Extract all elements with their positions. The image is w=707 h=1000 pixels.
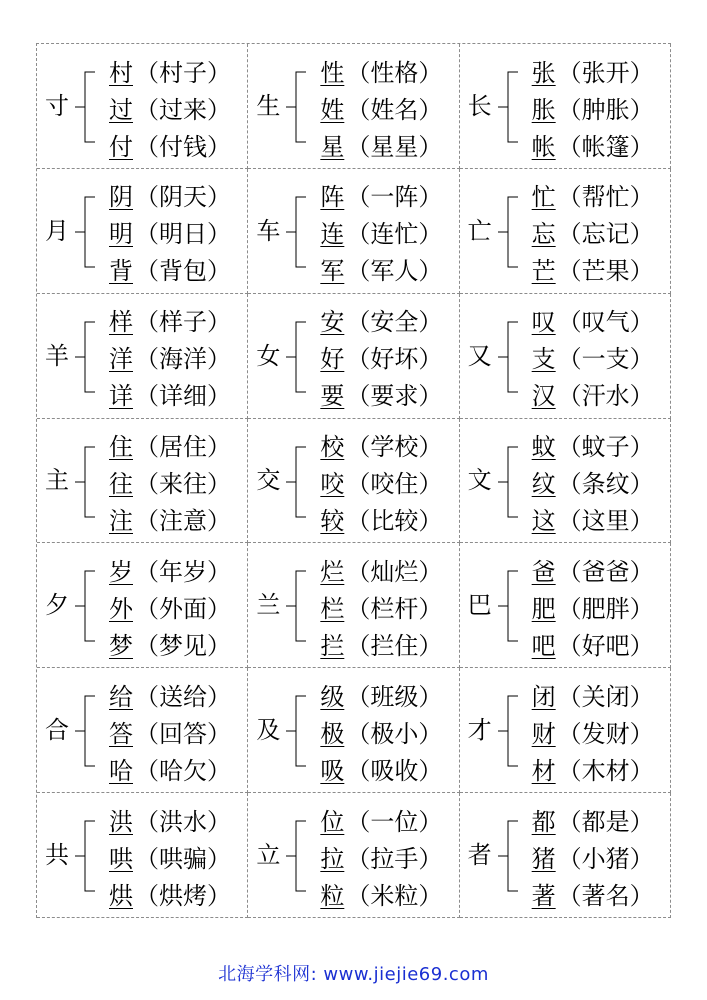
list-item bbox=[320, 341, 442, 373]
list-item bbox=[532, 91, 654, 123]
list-item bbox=[320, 54, 442, 86]
example-word: （背包） bbox=[135, 257, 231, 286]
root-character: 长 bbox=[467, 91, 492, 120]
example-word: （一位） bbox=[346, 807, 443, 836]
list-item bbox=[109, 553, 231, 585]
list-item bbox=[320, 877, 442, 909]
list-item bbox=[320, 803, 442, 835]
list-item bbox=[320, 590, 442, 622]
group-cell bbox=[248, 793, 459, 918]
example-word: （连忙） bbox=[346, 220, 443, 249]
word-list bbox=[109, 429, 231, 535]
brace-icon bbox=[73, 308, 97, 406]
list-item bbox=[109, 503, 231, 535]
list-item bbox=[320, 503, 442, 535]
word-list bbox=[320, 54, 442, 160]
derived-character: 烂 bbox=[320, 557, 345, 586]
example-word: （小猪） bbox=[557, 844, 654, 873]
example-word: （回答） bbox=[135, 719, 231, 748]
root-character: 立 bbox=[256, 841, 281, 870]
derived-character: 著 bbox=[531, 881, 556, 910]
derived-character: 拦 bbox=[320, 631, 345, 660]
derived-character: 注 bbox=[109, 507, 133, 536]
example-word: （忘记） bbox=[557, 220, 654, 249]
group-cell bbox=[248, 543, 459, 668]
example-word: （芒果） bbox=[557, 257, 654, 286]
brace-icon bbox=[496, 433, 520, 531]
group-cell bbox=[460, 793, 671, 918]
brace-icon bbox=[73, 433, 97, 531]
example-word: （哄骗） bbox=[135, 844, 231, 873]
root-character: 主 bbox=[45, 466, 69, 495]
word-list bbox=[109, 678, 231, 784]
derived-character: 忙 bbox=[531, 183, 556, 212]
derived-character: 这 bbox=[531, 507, 556, 536]
list-item bbox=[532, 216, 654, 248]
example-word: （一支） bbox=[557, 345, 654, 374]
example-word: （米粒） bbox=[346, 881, 443, 910]
list-item bbox=[532, 378, 654, 410]
list-item bbox=[109, 678, 231, 710]
derived-character: 样 bbox=[109, 308, 133, 337]
list-item bbox=[109, 54, 231, 86]
example-word: （吸收） bbox=[346, 756, 443, 785]
example-word: （发财） bbox=[557, 719, 654, 748]
list-item bbox=[109, 466, 231, 498]
word-list bbox=[532, 429, 654, 535]
list-item bbox=[532, 304, 654, 336]
example-word: （过来） bbox=[135, 95, 231, 124]
root-character: 巴 bbox=[467, 591, 492, 620]
list-item bbox=[532, 503, 654, 535]
word-list bbox=[532, 553, 654, 659]
group-cell bbox=[248, 44, 459, 169]
root-character: 生 bbox=[256, 91, 281, 120]
example-word: （军人） bbox=[346, 257, 443, 286]
brace-icon bbox=[496, 308, 520, 406]
brace-icon bbox=[284, 183, 308, 281]
example-word: （都是） bbox=[557, 807, 654, 836]
word-list bbox=[109, 553, 231, 659]
derived-character: 栏 bbox=[320, 594, 345, 623]
derived-character: 好 bbox=[320, 345, 345, 374]
word-list bbox=[532, 54, 654, 160]
example-word: （居住） bbox=[135, 433, 231, 462]
group-cell bbox=[37, 543, 248, 668]
example-word: （星星） bbox=[346, 132, 443, 161]
example-word: （爸爸） bbox=[557, 557, 654, 586]
derived-character: 姓 bbox=[320, 95, 345, 124]
derived-character: 拉 bbox=[320, 844, 345, 873]
derived-character: 洪 bbox=[109, 807, 133, 836]
brace-icon bbox=[284, 308, 308, 406]
example-word: （送给） bbox=[135, 682, 231, 711]
example-word: （拉手） bbox=[346, 844, 443, 873]
brace-icon bbox=[284, 58, 308, 156]
group-cell bbox=[37, 169, 248, 294]
list-item bbox=[532, 179, 654, 211]
derived-character: 位 bbox=[320, 807, 345, 836]
derived-character: 烘 bbox=[109, 881, 133, 910]
brace-icon bbox=[496, 183, 520, 281]
example-word: （帮忙） bbox=[557, 183, 654, 212]
list-item bbox=[109, 304, 231, 336]
brace-icon bbox=[73, 557, 97, 655]
derived-character: 纹 bbox=[531, 470, 556, 499]
list-item bbox=[320, 553, 442, 585]
group-cell bbox=[37, 294, 248, 419]
list-item bbox=[532, 627, 654, 659]
derived-character: 背 bbox=[109, 257, 133, 286]
derived-character: 详 bbox=[109, 382, 133, 411]
character-grid bbox=[36, 43, 671, 918]
example-word: （要求） bbox=[346, 382, 443, 411]
derived-character: 较 bbox=[320, 507, 345, 536]
brace-icon bbox=[496, 807, 520, 905]
example-word: （著名） bbox=[557, 881, 654, 910]
example-word: （蚊子） bbox=[557, 433, 654, 462]
derived-character: 给 bbox=[109, 682, 133, 711]
list-item bbox=[532, 752, 654, 784]
example-word: （样子） bbox=[135, 308, 231, 337]
word-list bbox=[532, 304, 654, 410]
example-word: （性格） bbox=[346, 58, 443, 87]
derived-character: 性 bbox=[320, 58, 345, 87]
example-word: （阴天） bbox=[135, 183, 231, 212]
example-word: （海洋） bbox=[135, 345, 231, 374]
list-item bbox=[320, 429, 442, 461]
word-list bbox=[532, 678, 654, 784]
derived-character: 忘 bbox=[531, 220, 556, 249]
example-word: （拦住） bbox=[346, 631, 443, 660]
list-item bbox=[532, 553, 654, 585]
example-word: （安全） bbox=[346, 308, 443, 337]
example-word: （注意） bbox=[135, 507, 231, 536]
list-item bbox=[532, 429, 654, 461]
list-item bbox=[109, 590, 231, 622]
derived-character: 猪 bbox=[531, 844, 556, 873]
root-character: 共 bbox=[45, 841, 69, 870]
root-character: 文 bbox=[467, 466, 492, 495]
group-cell bbox=[37, 44, 248, 169]
derived-character: 校 bbox=[320, 433, 345, 462]
derived-character: 付 bbox=[109, 132, 133, 161]
list-item bbox=[532, 678, 654, 710]
derived-character: 胀 bbox=[531, 95, 556, 124]
derived-character: 汉 bbox=[531, 382, 556, 411]
list-item bbox=[320, 91, 442, 123]
root-character: 亡 bbox=[467, 216, 492, 245]
group-cell bbox=[37, 668, 248, 793]
derived-character: 肥 bbox=[531, 594, 556, 623]
list-item bbox=[320, 378, 442, 410]
list-item bbox=[532, 877, 654, 909]
list-item bbox=[109, 803, 231, 835]
group-cell bbox=[460, 294, 671, 419]
derived-character: 星 bbox=[320, 132, 345, 161]
derived-character: 阵 bbox=[320, 183, 345, 212]
root-character: 女 bbox=[256, 341, 281, 370]
root-character: 羊 bbox=[45, 341, 69, 370]
example-word: （好坏） bbox=[346, 345, 443, 374]
list-item bbox=[532, 840, 654, 872]
word-list bbox=[320, 553, 442, 659]
group-cell bbox=[460, 44, 671, 169]
derived-character: 材 bbox=[531, 756, 556, 785]
list-item bbox=[109, 341, 231, 373]
list-item bbox=[109, 378, 231, 410]
list-item bbox=[320, 840, 442, 872]
word-list bbox=[320, 803, 442, 909]
example-word: （哈欠） bbox=[135, 756, 231, 785]
derived-character: 支 bbox=[531, 345, 556, 374]
derived-character: 芒 bbox=[531, 257, 556, 286]
word-list bbox=[320, 429, 442, 535]
derived-character: 爸 bbox=[531, 557, 556, 586]
brace-icon bbox=[496, 557, 520, 655]
example-word: （年岁） bbox=[135, 557, 231, 586]
example-word: （这里） bbox=[557, 507, 654, 536]
list-item bbox=[320, 715, 442, 747]
example-word: （关闭） bbox=[557, 682, 654, 711]
example-word: （来往） bbox=[135, 470, 231, 499]
brace-icon bbox=[73, 682, 97, 780]
example-word: （姓名） bbox=[346, 95, 443, 124]
derived-character: 张 bbox=[531, 58, 556, 87]
derived-character: 帐 bbox=[531, 132, 556, 161]
example-word: （汗水） bbox=[557, 382, 654, 411]
list-item bbox=[109, 715, 231, 747]
derived-character: 答 bbox=[109, 719, 133, 748]
list-item bbox=[109, 253, 231, 285]
word-list bbox=[320, 304, 442, 410]
derived-character: 明 bbox=[109, 220, 133, 249]
list-item bbox=[109, 627, 231, 659]
brace-icon bbox=[73, 183, 97, 281]
list-item bbox=[532, 715, 654, 747]
list-item bbox=[320, 466, 442, 498]
list-item bbox=[109, 91, 231, 123]
root-character: 才 bbox=[467, 716, 492, 745]
group-cell bbox=[248, 668, 459, 793]
root-character: 合 bbox=[45, 716, 69, 745]
derived-character: 咬 bbox=[320, 470, 345, 499]
group-cell bbox=[248, 169, 459, 294]
list-item bbox=[320, 304, 442, 336]
list-item bbox=[532, 466, 654, 498]
root-character: 交 bbox=[256, 466, 281, 495]
derived-character: 岁 bbox=[109, 557, 133, 586]
derived-character: 军 bbox=[320, 257, 345, 286]
word-list bbox=[320, 678, 442, 784]
root-character: 车 bbox=[256, 216, 281, 245]
derived-character: 村 bbox=[109, 58, 133, 87]
list-item bbox=[532, 341, 654, 373]
list-item bbox=[320, 179, 442, 211]
brace-icon bbox=[496, 682, 520, 780]
root-character: 月 bbox=[45, 216, 69, 245]
example-word: （比较） bbox=[346, 507, 443, 536]
example-word: （肥胖） bbox=[557, 594, 654, 623]
brace-icon bbox=[284, 557, 308, 655]
list-item bbox=[109, 840, 231, 872]
example-word: （木材） bbox=[557, 756, 654, 785]
list-item bbox=[109, 877, 231, 909]
brace-icon bbox=[284, 682, 308, 780]
example-word: （咬住） bbox=[346, 470, 443, 499]
word-list bbox=[532, 803, 654, 909]
word-list bbox=[320, 179, 442, 285]
example-word: （洪水） bbox=[135, 807, 231, 836]
derived-character: 过 bbox=[109, 95, 133, 124]
derived-character: 级 bbox=[320, 682, 345, 711]
derived-character: 梦 bbox=[109, 631, 133, 660]
brace-icon bbox=[284, 807, 308, 905]
list-item bbox=[109, 128, 231, 160]
root-character: 及 bbox=[256, 716, 281, 745]
example-word: （叹气） bbox=[557, 308, 654, 337]
group-cell bbox=[37, 793, 248, 918]
list-item bbox=[320, 678, 442, 710]
root-character: 又 bbox=[467, 341, 492, 370]
root-character: 者 bbox=[467, 841, 492, 870]
footer-watermark: 北海学科网: www.jiejie69.com bbox=[218, 964, 489, 985]
list-item bbox=[532, 54, 654, 86]
list-item bbox=[109, 179, 231, 211]
brace-icon bbox=[73, 807, 97, 905]
example-word: （梦见） bbox=[135, 631, 231, 660]
example-word: （肿胀） bbox=[557, 95, 654, 124]
derived-character: 连 bbox=[320, 220, 345, 249]
group-cell bbox=[460, 419, 671, 544]
list-item bbox=[109, 429, 231, 461]
list-item bbox=[532, 590, 654, 622]
example-word: （外面） bbox=[135, 594, 231, 623]
derived-character: 阴 bbox=[109, 183, 133, 212]
derived-character: 安 bbox=[320, 308, 345, 337]
example-word: （条纹） bbox=[557, 470, 654, 499]
word-list bbox=[109, 179, 231, 285]
brace-icon bbox=[284, 433, 308, 531]
derived-character: 财 bbox=[531, 719, 556, 748]
root-character: 寸 bbox=[45, 91, 69, 120]
example-word: （详细） bbox=[135, 382, 231, 411]
word-list bbox=[109, 54, 231, 160]
list-item bbox=[320, 216, 442, 248]
derived-character: 外 bbox=[109, 594, 133, 623]
derived-character: 哄 bbox=[109, 844, 133, 873]
derived-character: 洋 bbox=[109, 345, 133, 374]
derived-character: 吸 bbox=[320, 756, 345, 785]
example-word: （张开） bbox=[557, 58, 654, 87]
derived-character: 往 bbox=[109, 470, 133, 499]
example-word: （明日） bbox=[135, 220, 231, 249]
list-item bbox=[532, 803, 654, 835]
example-word: （好吧） bbox=[557, 631, 654, 660]
derived-character: 粒 bbox=[320, 881, 345, 910]
derived-character: 极 bbox=[320, 719, 345, 748]
group-cell bbox=[460, 543, 671, 668]
group-cell bbox=[248, 419, 459, 544]
derived-character: 要 bbox=[320, 382, 345, 411]
derived-character: 哈 bbox=[109, 756, 133, 785]
example-word: （烘烤） bbox=[135, 881, 231, 910]
example-word: （付钱） bbox=[135, 132, 231, 161]
example-word: （班级） bbox=[346, 682, 443, 711]
root-character: 兰 bbox=[256, 591, 281, 620]
example-word: （极小） bbox=[346, 719, 443, 748]
example-word: （灿烂） bbox=[346, 557, 443, 586]
derived-character: 吧 bbox=[531, 631, 556, 660]
derived-character: 住 bbox=[109, 433, 133, 462]
derived-character: 叹 bbox=[531, 308, 556, 337]
derived-character: 闭 bbox=[531, 682, 556, 711]
list-item bbox=[532, 128, 654, 160]
group-cell bbox=[460, 169, 671, 294]
group-cell bbox=[248, 294, 459, 419]
derived-character: 蚊 bbox=[531, 433, 556, 462]
list-item bbox=[320, 752, 442, 784]
list-item bbox=[532, 253, 654, 285]
group-cell bbox=[460, 668, 671, 793]
list-item bbox=[320, 627, 442, 659]
example-word: （学校） bbox=[346, 433, 443, 462]
brace-icon bbox=[496, 58, 520, 156]
derived-character: 都 bbox=[531, 807, 556, 836]
root-character: 夕 bbox=[45, 591, 69, 620]
example-word: （村子） bbox=[135, 58, 231, 87]
list-item bbox=[109, 216, 231, 248]
word-list bbox=[532, 179, 654, 285]
word-list bbox=[109, 304, 231, 410]
word-list bbox=[109, 803, 231, 909]
list-item bbox=[320, 253, 442, 285]
list-item bbox=[320, 128, 442, 160]
example-word: （帐篷） bbox=[557, 132, 654, 161]
brace-icon bbox=[73, 58, 97, 156]
example-word: （一阵） bbox=[346, 183, 443, 212]
list-item bbox=[109, 752, 231, 784]
example-word: （栏杆） bbox=[346, 594, 443, 623]
group-cell bbox=[37, 419, 248, 544]
